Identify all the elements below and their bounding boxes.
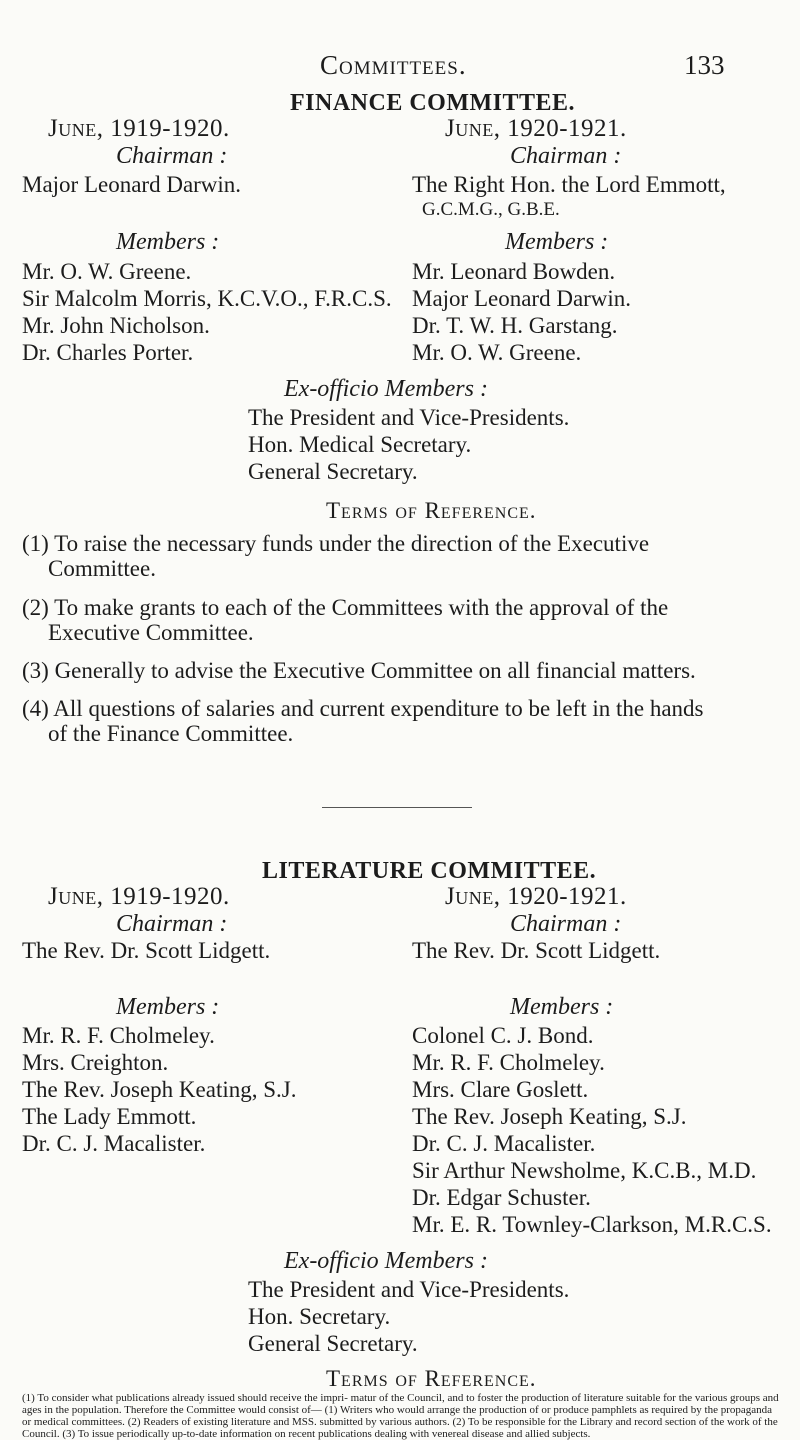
list-item: The Lady Emmott. bbox=[22, 1104, 197, 1129]
literature-right-members bbox=[412, 1022, 772, 1238]
list-item: Colonel C. J. Bond. bbox=[412, 1023, 594, 1048]
finance-right-members bbox=[412, 258, 631, 366]
finance-left-members-label: Members : bbox=[116, 229, 220, 255]
literature-sub-2a: (2) Readers of existing literature and MSS. submitted by various bbox=[127, 1416, 412, 1428]
literature-left-members-label: Members : bbox=[116, 994, 220, 1020]
finance-right-chairman-line1: The Right Hon. the Lord Emmott, bbox=[412, 172, 726, 197]
literature-left-members bbox=[22, 1022, 296, 1157]
literature-term-1a: (1) To consider what publications already issued should receive the impri- bbox=[22, 1392, 348, 1404]
finance-left-year: June, 1919-1920. bbox=[48, 115, 230, 142]
list-item: The President and Vice-Presidents. bbox=[248, 405, 570, 430]
literature-ex-officio-list bbox=[248, 1276, 569, 1357]
list-item: The Rev. Joseph Keating, S.J. bbox=[412, 1104, 687, 1129]
literature-sub-1b: pamphlets as required by the propaganda or medical committees. bbox=[22, 1404, 773, 1428]
finance-left-chairman: Major Leonard Darwin. bbox=[22, 172, 242, 197]
list-item: Mrs. Creighton. bbox=[22, 1050, 169, 1075]
literature-right-year: June, 1920-1921. bbox=[445, 883, 627, 910]
literature-term-2a: (2) To be responsible for the Library and record section of the work of the bbox=[452, 1416, 778, 1428]
finance-right-members-label: Members : bbox=[505, 229, 609, 255]
literature-term-3a: (3) To issue periodically up-to-date information on recent publications bbox=[62, 1428, 372, 1440]
literature-sub-1a: (1) Writers who would arrange the production of or produce bbox=[324, 1404, 589, 1416]
literature-sub-2b: authors. bbox=[414, 1416, 450, 1428]
list-item: Hon. Secretary. bbox=[248, 1304, 391, 1329]
literature-right-chairman-label: Chairman : bbox=[510, 911, 622, 937]
list-item: Mr. Leonard Bowden. bbox=[412, 259, 616, 284]
list-item: Dr. Charles Porter. bbox=[22, 340, 194, 365]
literature-term-1d: consist of— bbox=[268, 1404, 322, 1416]
finance-left-members bbox=[22, 258, 392, 366]
finance-terms-heading: Terms of Reference. bbox=[326, 498, 537, 523]
literature-left-chairman-label: Chairman : bbox=[116, 911, 228, 937]
section-divider bbox=[322, 807, 472, 808]
finance-term-2-line1: (2) To make grants to each of the Committees with the approval of the bbox=[22, 595, 669, 620]
page-number: 133 bbox=[684, 50, 725, 80]
list-item: Dr. C. J. Macalister. bbox=[22, 1131, 206, 1156]
literature-terms-body bbox=[22, 1392, 782, 1440]
literature-term-1b: matur of the Council, and to foster the production of literature suitable for the bbox=[350, 1392, 693, 1404]
running-head bbox=[0, 50, 800, 84]
list-item: Sir Arthur Newsholme, K.C.B., M.D. bbox=[412, 1158, 757, 1183]
list-item: Hon. Medical Secretary. bbox=[248, 432, 472, 457]
finance-heading: FINANCE COMMITTEE. bbox=[290, 90, 576, 116]
literature-left-year: June, 1919-1920. bbox=[48, 883, 230, 910]
literature-term-1c: various groups and ages in the population. Therefore the Committee would bbox=[22, 1392, 779, 1416]
finance-left-chairman-label: Chairman : bbox=[116, 143, 228, 169]
list-item: Sir Malcolm Morris, K.C.V.O., F.R.C.S. bbox=[22, 286, 392, 311]
literature-term-2b: Council. bbox=[22, 1428, 60, 1440]
literature-terms-heading: Terms of Reference. bbox=[326, 1366, 537, 1391]
finance-term-2-line2: Executive Committee. bbox=[48, 620, 254, 645]
finance-term-4-line1: (4) All questions of salaries and current expenditure to be left in the hands bbox=[22, 696, 704, 721]
list-item: Dr. Edgar Schuster. bbox=[412, 1185, 591, 1210]
finance-right-chairman-line2: G.C.M.G., G.B.E. bbox=[422, 199, 560, 220]
list-item: Major Leonard Darwin. bbox=[412, 286, 632, 311]
literature-term-3b: dealing with venereal disease and allied subjects. bbox=[374, 1428, 591, 1440]
list-item: The President and Vice-Presidents. bbox=[248, 1277, 570, 1302]
finance-ex-officio-label: Ex-officio Members : bbox=[284, 376, 488, 402]
list-item: Mr. O. W. Greene. bbox=[412, 340, 582, 365]
list-item: Mr. R. F. Cholmeley. bbox=[22, 1023, 215, 1048]
literature-heading: LITERATURE COMMITTEE. bbox=[262, 858, 597, 884]
literature-ex-officio-label: Ex-officio Members : bbox=[284, 1248, 488, 1274]
list-item: The Rev. Joseph Keating, S.J. bbox=[22, 1077, 297, 1102]
finance-right-year: June, 1920-1921. bbox=[445, 115, 627, 142]
list-item: Mrs. Clare Goslett. bbox=[412, 1077, 589, 1102]
finance-term-1-line1: (1) To raise the necessary funds under the direction of the Executive bbox=[22, 531, 650, 556]
running-head-title: Committees. bbox=[320, 50, 467, 80]
list-item: General Secretary. bbox=[248, 1331, 418, 1356]
list-item: Mr. R. F. Cholmeley. bbox=[412, 1050, 605, 1075]
literature-left-chairman: The Rev. Dr. Scott Lidgett. bbox=[22, 938, 271, 963]
finance-term-4-line2: of the Finance Committee. bbox=[48, 721, 294, 746]
finance-right-chairman-label: Chairman : bbox=[510, 143, 622, 169]
list-item: Mr. E. R. Townley-Clarkson, M.R.C.S. bbox=[412, 1212, 772, 1237]
list-item: Dr. T. W. H. Garstang. bbox=[412, 313, 618, 338]
list-item: General Secretary. bbox=[248, 459, 418, 484]
list-item: Dr. C. J. Macalister. bbox=[412, 1131, 596, 1156]
literature-right-chairman: The Rev. Dr. Scott Lidgett. bbox=[412, 938, 661, 963]
finance-term-1-line2: Committee. bbox=[48, 556, 156, 581]
list-item: Mr. O. W. Greene. bbox=[22, 259, 192, 284]
finance-term-3-line1: (3) Generally to advise the Executive Committee on all financial matters. bbox=[22, 658, 696, 683]
finance-ex-officio-list bbox=[248, 404, 569, 485]
list-item: Mr. John Nicholson. bbox=[22, 313, 210, 338]
literature-right-members-label: Members : bbox=[510, 994, 614, 1020]
